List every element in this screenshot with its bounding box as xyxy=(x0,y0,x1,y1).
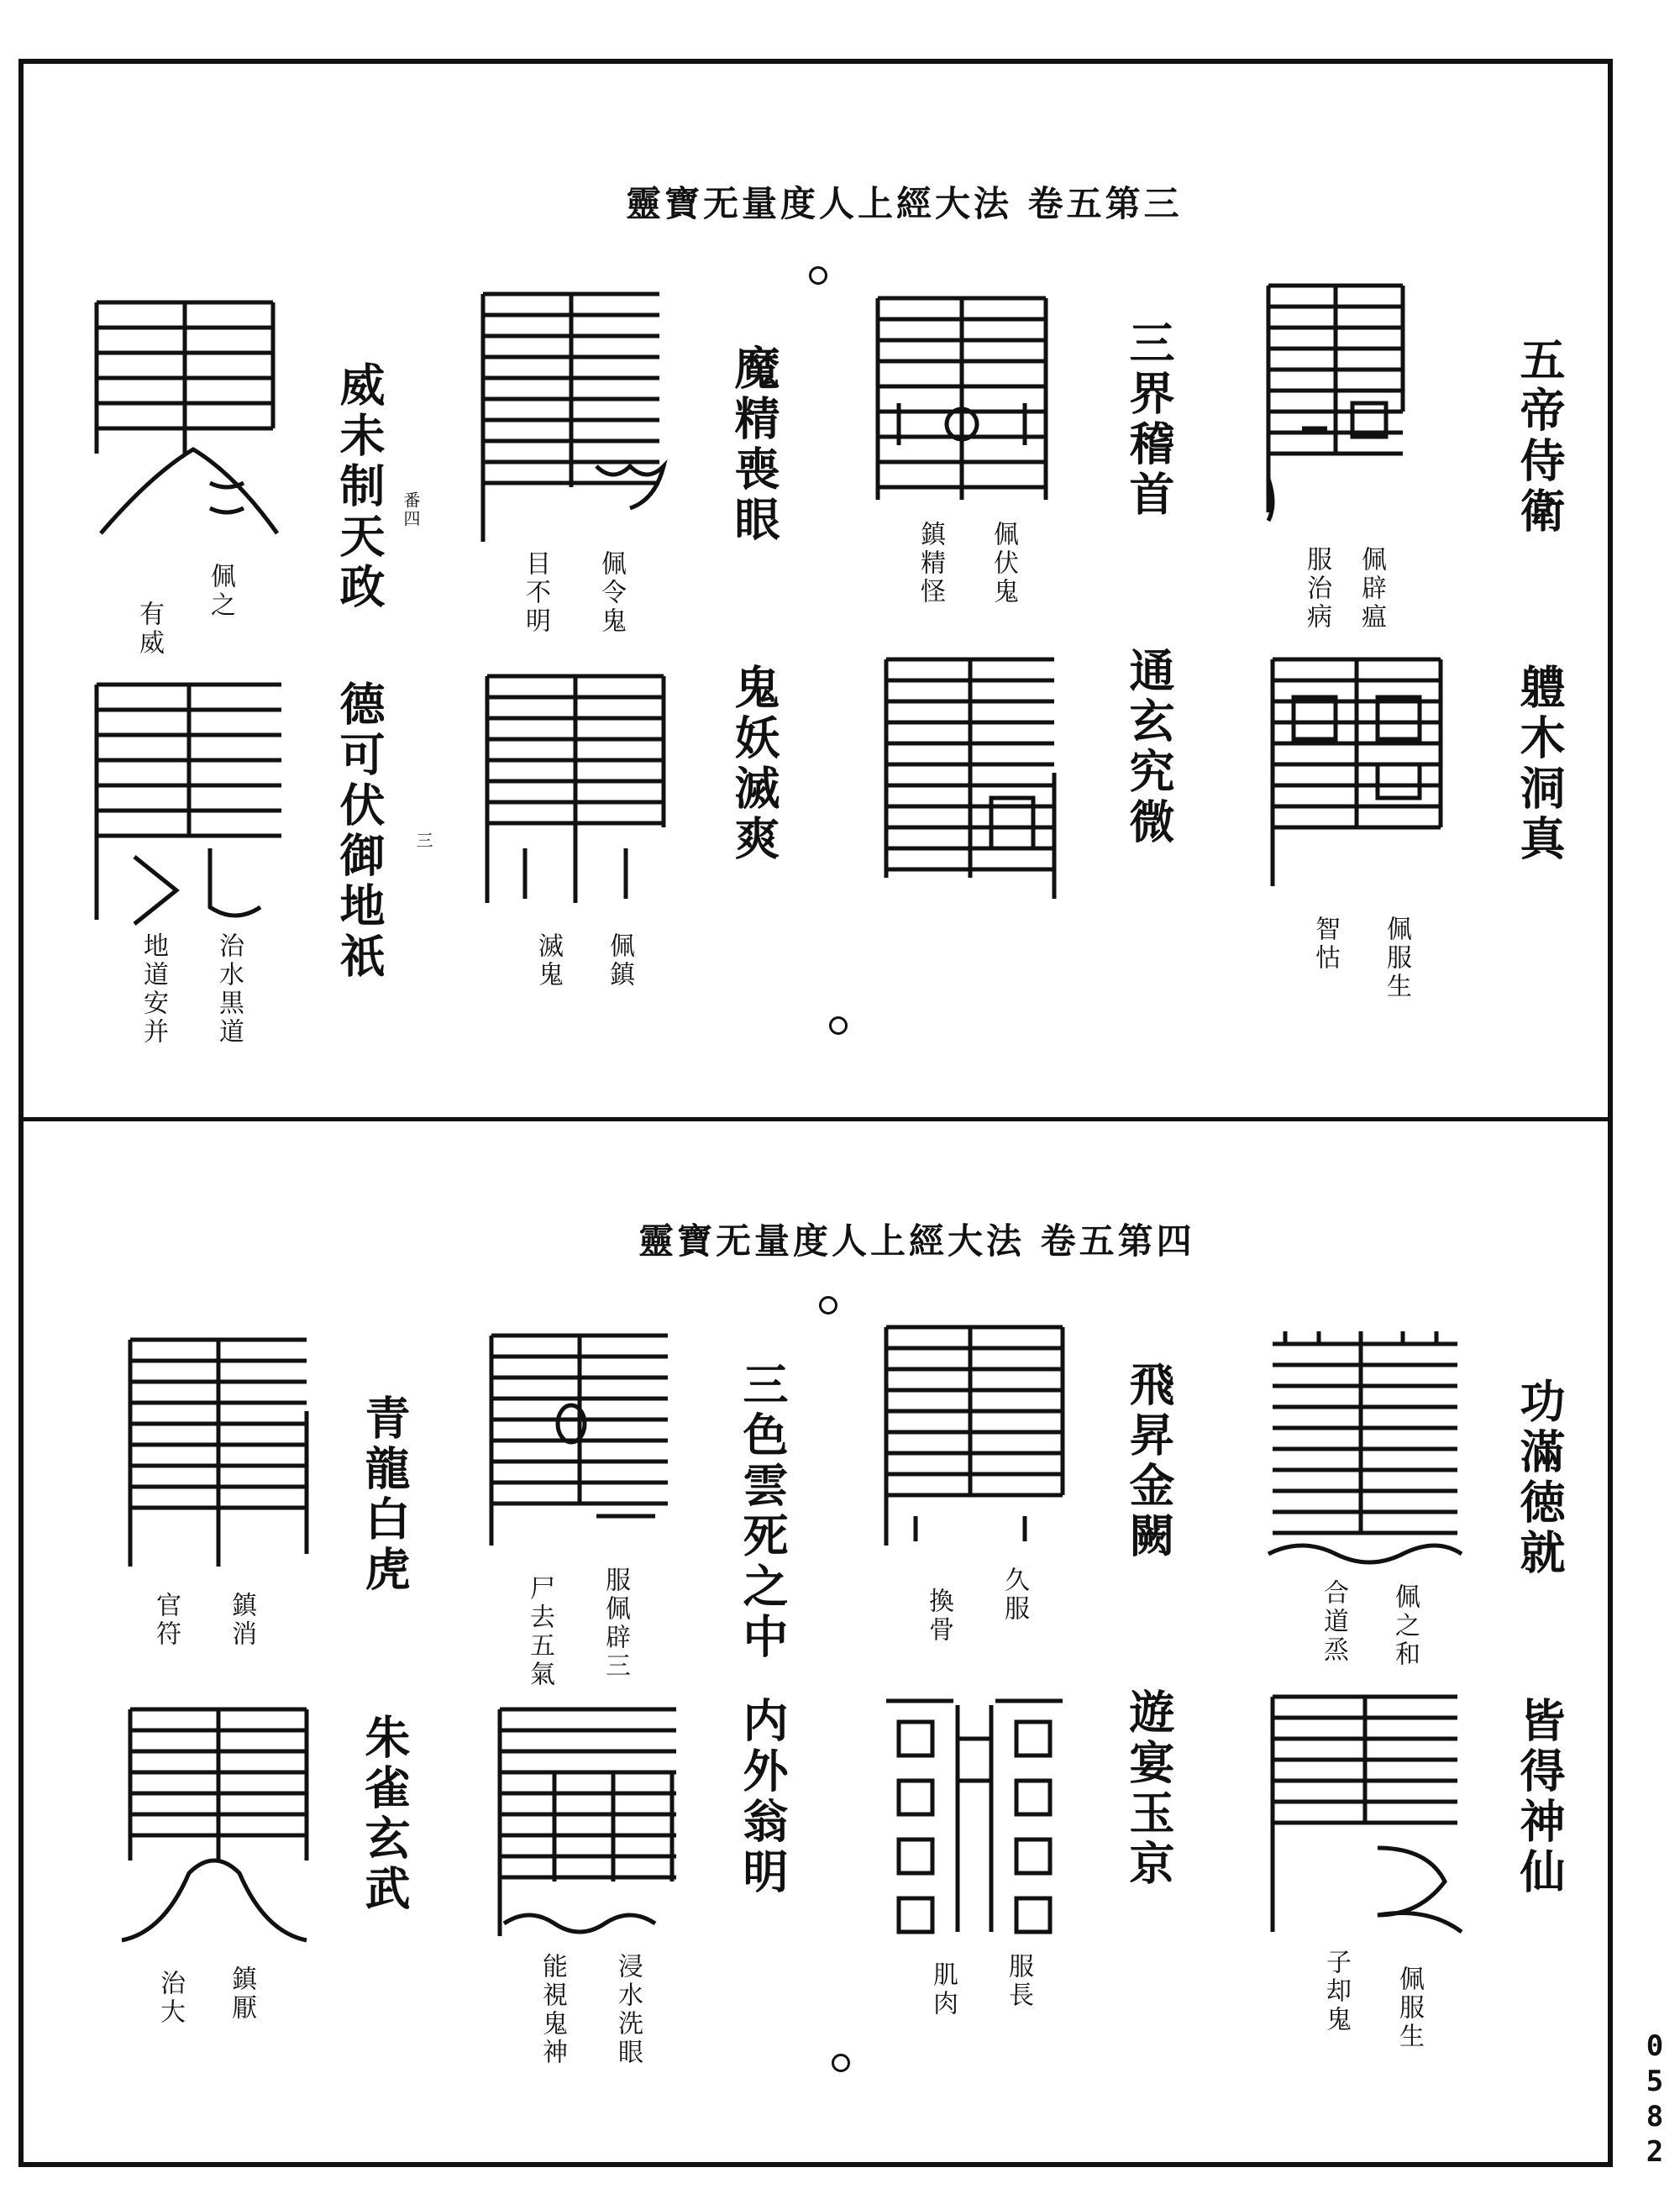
column-1-upper-caption: 合道烝 xyxy=(1319,1579,1348,1665)
column-2-upper-caption: 鎮精怪 xyxy=(916,521,945,606)
panel-divider xyxy=(18,1117,1613,1121)
column-4-lower-caption: 治水黒道 xyxy=(214,932,244,1047)
column-3-upper-caption: 服佩辟三 xyxy=(601,1567,630,1681)
column-4-upper-caption: 佩之 xyxy=(206,563,235,620)
column-1-lower-caption: 佩服生 xyxy=(1382,916,1411,1001)
column-2-upper-caption: 佩伏鬼 xyxy=(989,521,1018,606)
column-4-lower-heading: 德可伏御地祇 xyxy=(333,680,386,983)
binding-hole xyxy=(829,1016,848,1035)
column-3-lower-caption: 滅鬼 xyxy=(533,932,563,989)
column-4-upper-note: 番四 xyxy=(401,491,421,528)
column-3-lower-caption: 佩鎮 xyxy=(605,932,634,989)
talisman-seal xyxy=(874,647,1067,907)
top-panel-title: 靈寶无量度人上經大法 卷五第三 xyxy=(626,183,1183,224)
talisman-seal xyxy=(865,286,1058,512)
column-1-lower-caption: 佩服生 xyxy=(1394,1965,1424,2051)
column-3-lower-heading: 内外翁明 xyxy=(736,1697,790,1898)
talisman-seal xyxy=(118,1697,319,1957)
talisman-seal xyxy=(84,290,286,559)
column-2-upper-heading: 三界稽首 xyxy=(1122,319,1176,521)
talisman-seal xyxy=(1260,1680,1478,1949)
bottom-panel-title: 靈寶无量度人上經大法 卷五第四 xyxy=(638,1220,1195,1262)
column-2-upper-caption: 換骨 xyxy=(924,1588,953,1645)
column-4-upper-caption: 鎮消 xyxy=(227,1592,256,1649)
column-3-upper-caption: 尸去五氣 xyxy=(525,1575,554,1689)
page-number: 0 5 8 2 xyxy=(1646,2029,1664,2169)
column-1-upper-caption: 佩辟瘟 xyxy=(1357,546,1386,632)
column-3-lower-caption: 浸水洗眼 xyxy=(613,1953,643,2067)
column-3-lower-caption: 能視鬼神 xyxy=(538,1953,567,2067)
column-1-upper-heading: 功滿徳就 xyxy=(1513,1378,1567,1579)
column-2-lower-heading: 通玄究微 xyxy=(1122,647,1176,848)
column-1-lower-caption: 子却鬼 xyxy=(1321,1949,1351,2034)
talisman-seal xyxy=(874,1688,1075,1940)
column-4-lower-caption: 鎮厭 xyxy=(227,1965,256,2023)
column-1-lower-heading: 軆木洞真 xyxy=(1513,664,1567,865)
column-1-upper-caption: 服治病 xyxy=(1302,546,1331,632)
column-1-lower-heading: 皆得神仙 xyxy=(1513,1697,1567,1898)
column-3-upper-caption: 目不明 xyxy=(521,550,550,636)
column-4-lower-note: 三 xyxy=(413,832,433,850)
talisman-seal xyxy=(1252,269,1420,529)
column-4-lower-heading: 朱雀玄武 xyxy=(358,1714,412,1915)
talisman-seal xyxy=(1260,647,1453,899)
talisman-seal xyxy=(479,1323,680,1558)
binding-hole xyxy=(832,2054,850,2072)
column-3-lower-heading: 鬼妖滅爽 xyxy=(727,664,781,865)
column-4-lower-caption: 治大 xyxy=(155,1970,185,2027)
column-4-upper-heading: 青龍白虎 xyxy=(358,1394,412,1596)
column-2-lower-caption: 服長 xyxy=(1004,1953,1033,2010)
talisman-seal xyxy=(874,1315,1075,1558)
talisman-seal xyxy=(475,664,676,907)
column-1-upper-caption: 佩之和 xyxy=(1390,1583,1420,1669)
column-2-upper-heading: 飛昇金闕 xyxy=(1122,1361,1176,1562)
column-3-upper-heading: 魔精喪眼 xyxy=(727,344,781,546)
binding-hole xyxy=(809,266,827,285)
column-2-upper-caption: 久服 xyxy=(1000,1567,1029,1624)
talisman-seal xyxy=(487,1697,689,1949)
column-4-upper-heading: 威未制天政 xyxy=(333,361,386,613)
column-2-lower-caption: 肌肉 xyxy=(928,1961,958,2018)
talisman-seal xyxy=(470,281,672,550)
column-4-upper-caption: 有威 xyxy=(134,601,164,658)
talisman-seal xyxy=(84,672,294,932)
column-1-lower-caption: 智怙 xyxy=(1310,916,1340,973)
talisman-seal xyxy=(118,1327,319,1579)
column-2-lower-heading: 遊宴玉京 xyxy=(1122,1688,1176,1890)
column-4-lower-caption: 地道安并 xyxy=(139,932,168,1047)
talisman-seal xyxy=(1260,1319,1470,1571)
column-4-upper-caption: 官符 xyxy=(151,1592,181,1649)
column-1-upper-heading: 五帝侍衛 xyxy=(1513,336,1567,538)
column-3-upper-caption: 佩令鬼 xyxy=(596,550,626,636)
binding-hole xyxy=(819,1296,837,1315)
column-3-upper-heading: 三色雲死之中 xyxy=(736,1361,790,1663)
